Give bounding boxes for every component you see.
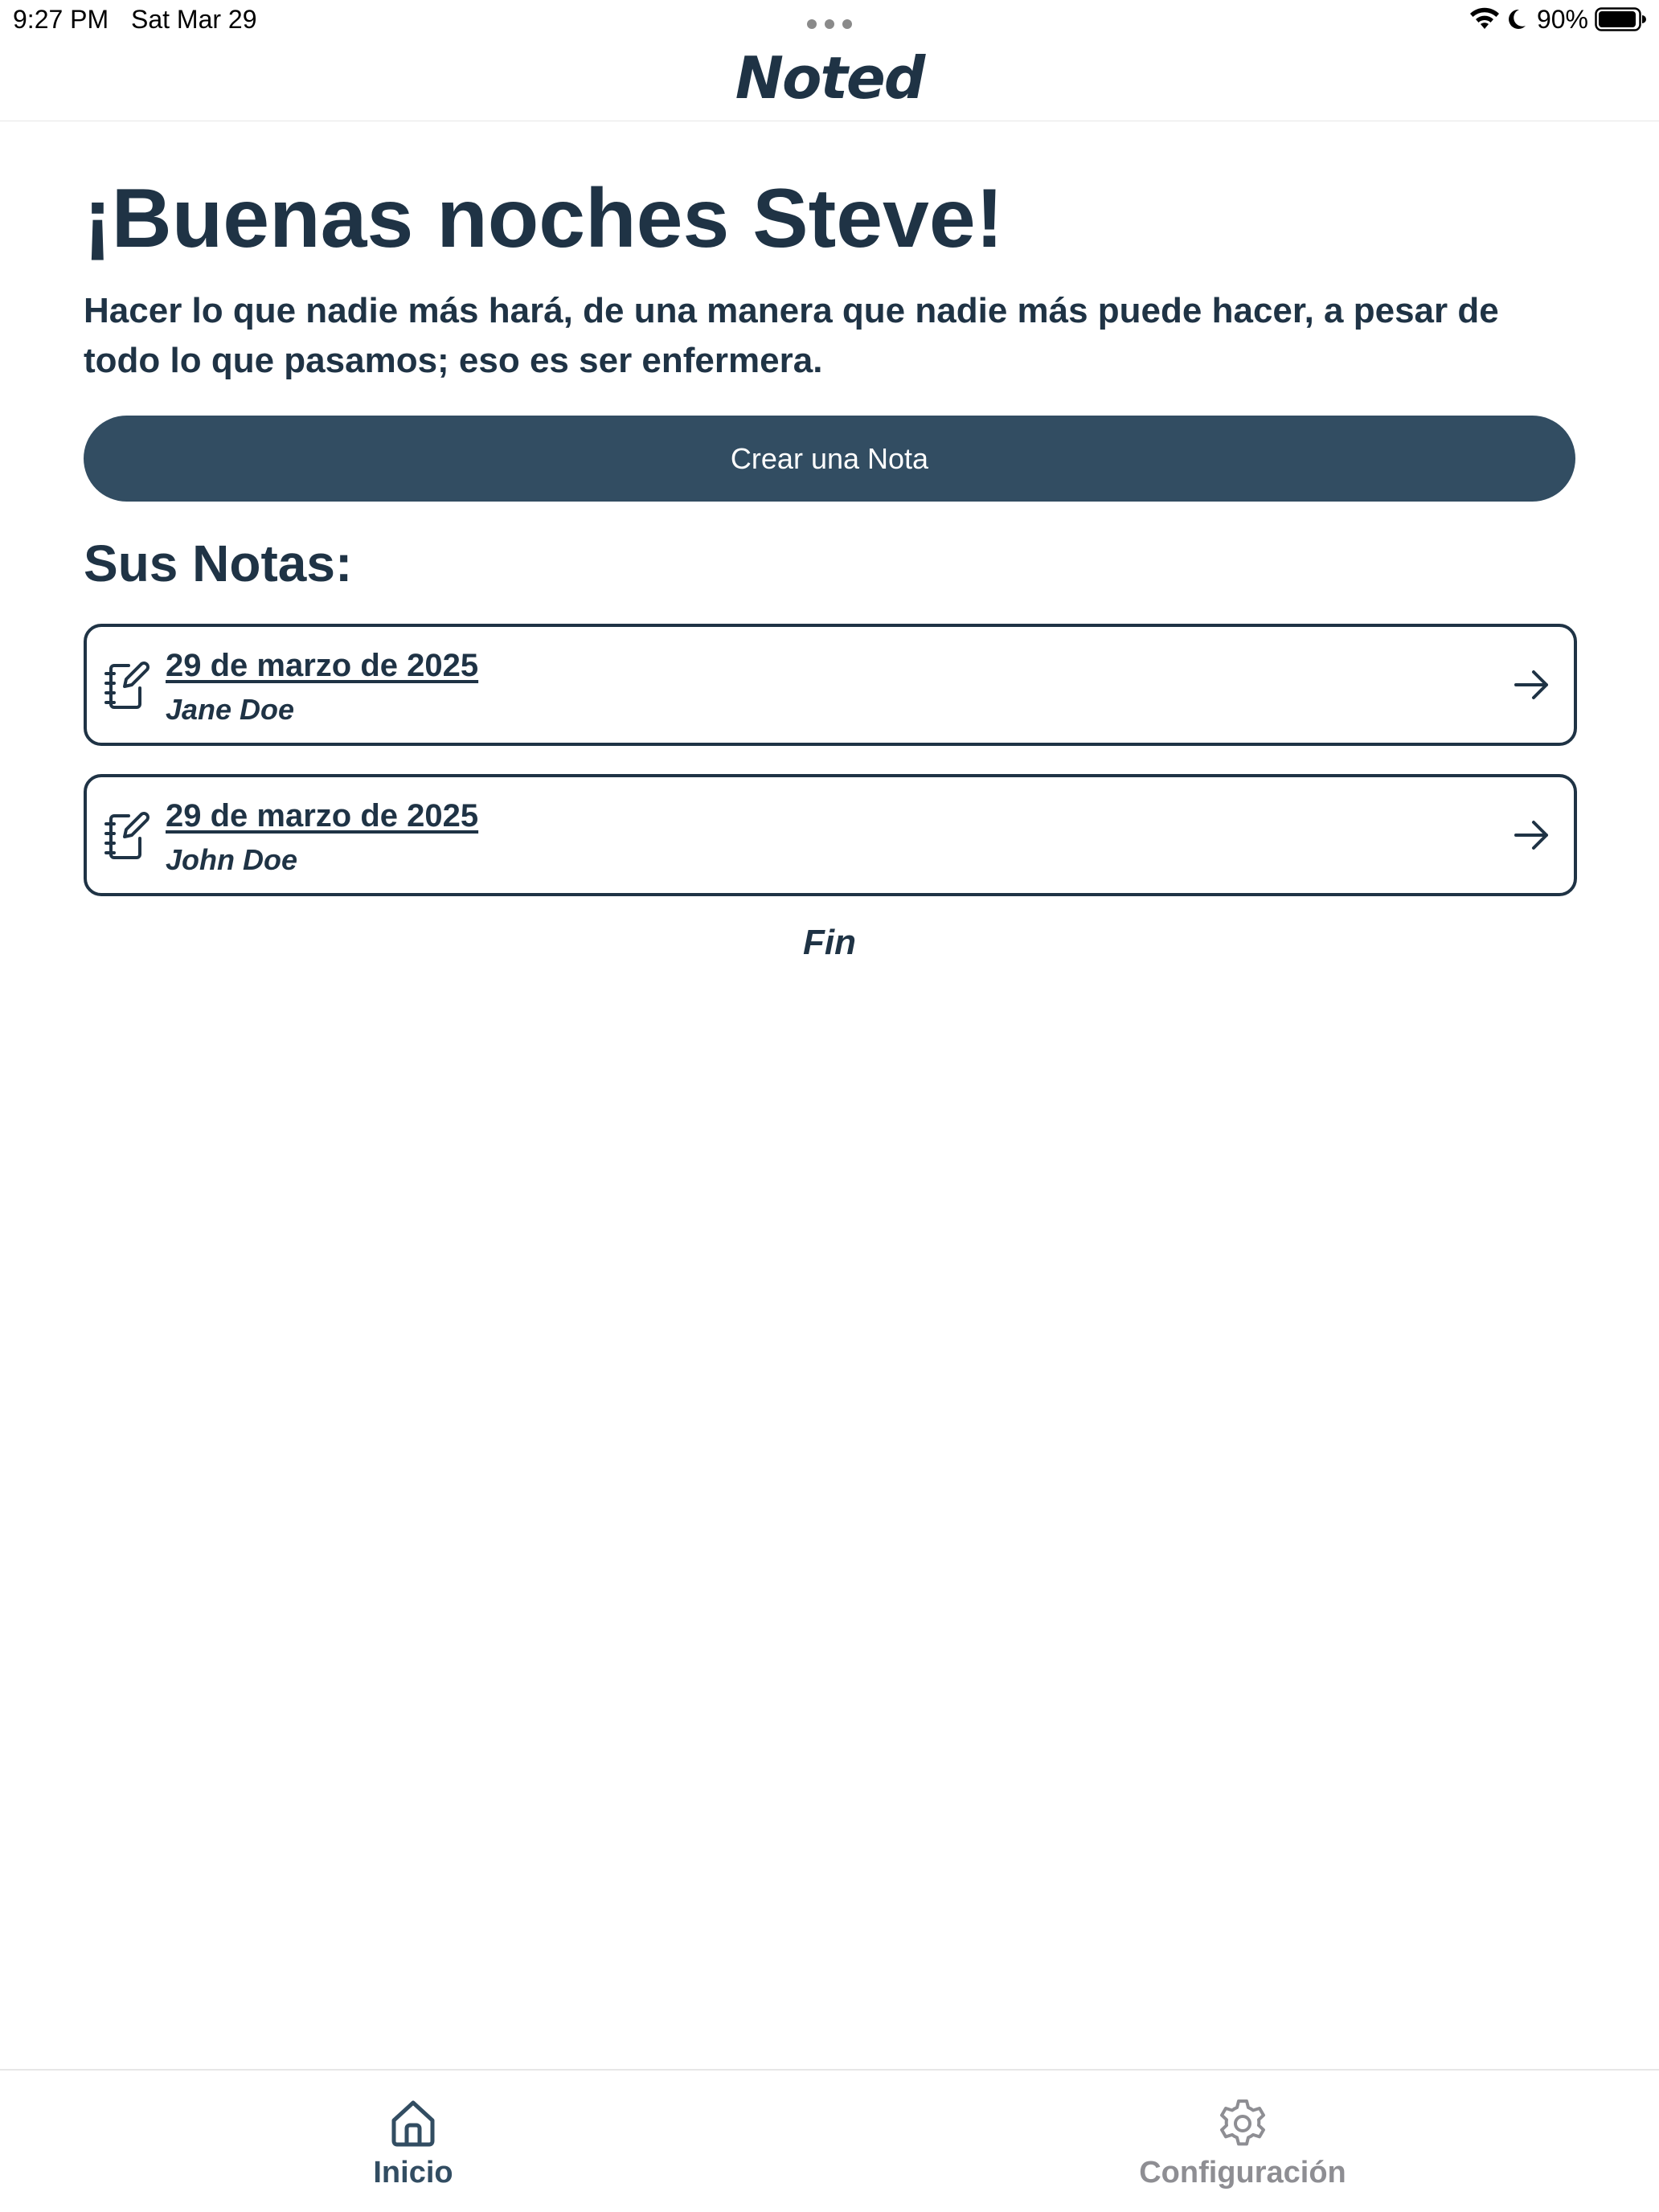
- app-logo: Noted: [735, 44, 924, 112]
- app-header: [0, 40, 1659, 121]
- wifi-icon: [1469, 7, 1500, 31]
- home-icon: [387, 2098, 439, 2149]
- status-date: Sat Mar 29: [131, 5, 257, 34]
- multitasking-dots-icon[interactable]: [807, 19, 852, 31]
- battery-icon: [1595, 7, 1646, 31]
- greeting-title: ¡Buenas noches Steve!: [84, 172, 1004, 265]
- note-card[interactable]: [84, 774, 1577, 896]
- gear-icon: [1217, 2098, 1268, 2149]
- tab-settings-label: Configuración: [1139, 2156, 1346, 2189]
- note-patient-name: Jane Doe: [166, 693, 295, 726]
- status-time: 9:27 PM: [13, 5, 109, 34]
- battery-percent: 90%: [1536, 4, 1588, 34]
- arrow-right-icon[interactable]: [1511, 814, 1553, 856]
- note-patient-name: John Doe: [166, 843, 298, 876]
- notebook-pen-icon: [103, 661, 151, 711]
- tab-home[interactable]: [252, 2071, 574, 2212]
- create-note-button[interactable]: Crear una Nota: [84, 416, 1575, 502]
- notes-section-heading: Sus Notas:: [84, 535, 353, 592]
- note-date[interactable]: 29 de marzo de 2025: [166, 648, 479, 683]
- status-indicators: [1469, 3, 1646, 35]
- motivational-quote: Hacer lo que nadie más hará, de una manera que nadie más puede hacer, a pesar de todo lo que pasamos; eso es ser enfermera.: [84, 291, 1499, 380]
- moon-icon: [1506, 8, 1527, 31]
- note-card[interactable]: [84, 624, 1577, 746]
- notebook-pen-icon: [103, 811, 151, 861]
- status-bar: [0, 0, 1659, 40]
- end-of-list-label: Fin: [803, 923, 856, 962]
- tab-home-label: Inicio: [373, 2156, 453, 2189]
- note-date[interactable]: 29 de marzo de 2025: [166, 798, 479, 834]
- arrow-right-icon[interactable]: [1511, 664, 1553, 706]
- tab-settings[interactable]: [1082, 2071, 1403, 2212]
- tab-bar: [0, 2069, 1659, 2212]
